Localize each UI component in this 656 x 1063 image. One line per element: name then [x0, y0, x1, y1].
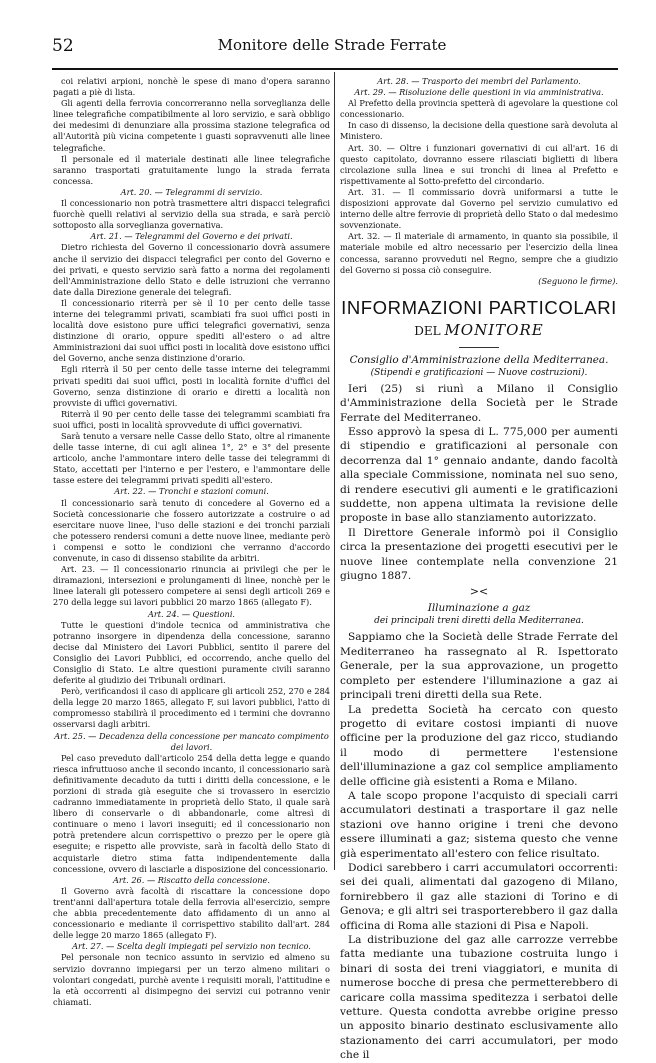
running-title: Monitore delle Strade Ferrate — [217, 36, 447, 54]
article2-subheading: dei principali treni diretti della Mediterranea. — [374, 616, 584, 627]
section-rule — [459, 347, 499, 348]
left-paragraph: Il Governo avrà facoltà di riscattare la concessione dopo trent'anni dall'apertura totale della ferrovia all'esercizio, sempre che abbia precedentemente dato affidamento di un anno al concessionario e mediante il corrispettivo stabilito dall'art. 284 delle legge 20 marzo 1865 (allegato F). — [53, 885, 330, 941]
left-paragraph: Il concessionario sarà tenuto di concedere al Governo ed a Società concessionarie che fossero autorizzate a costruire o ad esercitare nuove linee, l'uso delle stazioni e dei tronchi parziali che potessero rendersi comuni a dette nuove linee, mediante però i compensi e sotto le condizioni che verranno d'accordo convenute, in caso di dissenso stabilite da arbitri. — [53, 497, 330, 564]
right-article-heading: Art. 28. — Trasporto dei membri del Parlamento. — [377, 76, 581, 86]
right-paragraph: Al Prefetto della provincia spetterà di agevolare la questione col concessionario. — [340, 98, 618, 120]
column-divider — [334, 72, 335, 870]
article1-subheading: (Stipendi e gratificazioni — Nuove costruzioni). — [370, 367, 588, 378]
left-paragraph: coi relativi arpioni, nonchè le spese di mano d'opera saranno pagati a piè di lista. — [53, 76, 330, 98]
left-paragraph: Gli agenti della ferrovia concorreranno nella sorveglianza delle linee telegrafiche compatibilmente al loro servizio, e sarà obbligo dei medesimi di denunziare alla prossima stazione telegrafica od all'Autorità più vicina competente i guasti sopravvenuti alle linee telegrafiche. — [53, 98, 330, 153]
section-subtitle-name: MONITORE — [444, 320, 544, 339]
left-paragraph: Dietro richiesta del Governo il concessionario dovrà assumere anche il servizio dei dispacci telegrafici per conto del Governo e dei privati, e questo servizio sarà fatto a norma dei regolamenti dell'Amministrazione dello Stato e delle istruzioni che verranno date dalla Direzione generale dei telegrafi. — [53, 242, 330, 297]
article1-heading: Consiglio d'Amministrazione della Mediterranea. — [349, 353, 609, 366]
page-header — [52, 36, 612, 58]
right-column — [340, 76, 618, 1063]
left-paragraph: Pel caso preveduto dall'articolo 254 della detta legge e quando riesca infruttuoso anche il secondo incanto, il concessionario sarà definitivamente decaduto da tutti i diritti della concessione, e le porzioni di strada già eseguite che si trovassero in esercizio cadranno immediatamente in proprietà dello Stato, il quale sarà libero di conservarle o di abbandonarle, come altresì di continuare o meno i lavori inseguiti; ed il concessionario non potrà pretendere alcun corrispettivo o prezzo per le opere già eseguite; e rispetto alle provviste, sarà in facoltà dello Stato di acquistarle dietro stima fatta indipendentemente dalla concessione, ovvero di lasciarle a disposizione del concessionario. — [53, 752, 330, 874]
left-paragraph: Sarà tenuto a versare nelle Casse dello Stato, oltre al rimanente delle tasse interne, di cui agli alinea 1°, 2° e 3° del presente articolo, anche l'ammontare intero delle tasse dei telegrammi di Stato, accettati per l'interno e per l'estero, e l'ammontare delle tasse estere dei telegrammi privati spediti all'estero. — [53, 431, 330, 486]
left-paragraph: Tutte le questioni d'indole tecnica od amministrativa che potranno insorgere in dipendenza della concessione, saranno decise dal Ministero dei Lavori Pubblici, sentito il parere del Consiglio dei Lavori Pubblici, ed occorrendo, anche quello del Consiglio di Stato. Le altre questioni puramente civili saranno deferite al giudizio dei Tribunali ordinari. — [53, 619, 330, 686]
signature-note: (Seguono le firme). — [538, 275, 618, 286]
left-paragraph: Il personale ed il materiale destinati alle linee telegrafiche saranno trasportati gratuitamente lungo la strada ferrata concessa. — [53, 153, 330, 186]
header-rule — [52, 68, 618, 70]
article1-paragraph: Esso approvò la spesa di L. 775,000 per aumenti di stipendio e gratificazioni al personale con decorrenza dal 1° gennaio andante, dando facoltà alla speciale Commissione, nominata nel suo seno, di rendere esecutivi gli aumenti e le gratificazioni suddette, non appena ultimata la revisione delle proposte in base allo stanziamento autorizzato. — [340, 426, 618, 525]
right-column-articles — [340, 76, 618, 276]
left-paragraph: Riterrà il 90 per cento delle tasse dei telegrammi scambiati fra suoi uffici, posti in località sprovvedute di uffici governativi. — [53, 408, 330, 430]
article2-paragraph: La predetta Società ha cercato con questo progetto di evitare costosi impianti di nuove officine per la produzione del gaz ricco, studiando il modo di permettere l'estensione dell'illuminazione a gaz col semplice ampliamento delle officine già esistenti a Roma e Milano. — [340, 703, 618, 788]
left-article-heading: Art. 25. — Decadenza della concessione per mancato compimento dei lavori. — [54, 730, 329, 752]
left-article-heading: Art. 21. — Telegrammi del Governo e dei privati. — [90, 231, 293, 242]
right-article-heading: Art. 29. — Risoluzione delle questioni in via amministrativa. — [354, 87, 604, 98]
section-subtitle — [340, 321, 618, 339]
left-article-heading: Art. 24. — Questioni. — [147, 608, 236, 619]
article2-body — [340, 630, 618, 1062]
article2-paragraph: La distribuzione del gaz alle carrozze verrebbe fatta mediante una tubazione costruita lungo i binari di sosta dei treni viaggiatori, e munita di numerose bocche di presa che permetterebbero di caricare colla massima speditezza i serbatoi delle vetture. Questa condotta avrebbe origine presso un apposito binario destinato esclusivamente allo stazionamento dei carri accumulatori, per modo che il — [340, 934, 618, 1062]
article1-paragraph: Ieri (25) si riunì a Milano il Consiglio d'Amministrazione della Società per le Strade Ferrate del Mediterraneo. — [340, 382, 618, 424]
left-paragraph: Pel personale non tecnico assunto in servizio ed almeno su servizio dovranno impiegarsi per un terzo almeno militari o volontari congedati, purchè avente i requisiti morali, l'attitudine e la età occorrenti al disimpegno dei servizi cui potranno venir chiamati. — [53, 952, 330, 1007]
left-article-heading: Art. 20. — Telegrammi di servizio. — [120, 186, 263, 197]
article2-paragraph: Sappiamo che la Società delle Strade Ferrate del Mediterraneo ha rassegnato al R. Ispettorato Generale, per la sua approvazione, un progetto completo per estendere l'illuminazione a gaz ai principali treni diretti della sua Rete. — [340, 631, 618, 702]
article2-heading: Illuminazione a gaz — [427, 602, 531, 615]
left-article-heading: Art. 22. — Tronchi e stazioni comuni. — [114, 486, 269, 497]
left-article-heading: Art. 26. — Riscatto della concessione. — [113, 874, 270, 885]
left-paragraph: Egli riterrà il 50 per cento delle tasse interne dei telegrammi privati spediti dai suoi uffici, posti in località fornite d'uffici del Governo, senza distinzione di orario e diretti a località non provviste di uffici governativi. — [53, 364, 330, 408]
section-title: INFORMAZIONI PARTICOLARI — [341, 296, 617, 318]
article2-paragraph: Dodici sarebbero i carri accumulatori occorrenti: sei dei quali, alimentati dal gazogeno di Milano, fornirebbero il gaz alle stazioni di Torino e di Genova; e gli altri sei trasporterebbero il gaz dalla officina di Roma alle stazioni di Pisa e Napoli. — [340, 861, 618, 932]
left-article-heading: Art. 27. — Scelta degli impiegati pel servizio non tecnico. — [72, 941, 311, 952]
left-paragraph: Art. 23. — Il concessionario rinuncia ai privilegi che per le diramazioni, intersezioni e prolungamenti di linee, nonchè per le linee laterali gli potessero competere ai sensi degli articoli 269 e 270 della legge sui lavori pubblici 20 marzo 1865 (allegato F). — [53, 564, 330, 608]
right-paragraph: Art. 32. — Il materiale di armamento, in quanto sia possibile, il materiale mobile ed altro necessario per l'esercizio della linea concessa, saranno provveduti nel Regno, sempre che a giudizio del Governo si possa ciò conseguire. — [340, 231, 618, 275]
right-paragraph: Art. 30. — Oltre i funzionari governativi di cui all'art. 16 di questo capitolato, dovranno essere rilasciati biglietti di libera circolazione sulla linea e sui tronchi di linea al Prefetto e rispettivamente al Sotto-prefetto del circondario. — [340, 142, 618, 186]
right-paragraph: In caso di dissenso, la decisione della questione sarà devoluta al Ministero. — [340, 120, 618, 142]
left-paragraph: Il concessionario non potrà trasmettere altri dispacci telegrafici fuorchè quelli relativi al servizio della sua strada, e sarà perciò sottoposto alla sorveglianza governativa. — [53, 198, 330, 231]
article1-paragraph: Il Direttore Generale informò poi il Consiglio circa la presentazione dei progetti esecutivi per le nuove linee contemplate nella convenzione 21 giugno 1887. — [340, 526, 618, 583]
left-paragraph: Però, verificandosi il caso di applicare gli articoli 252, 270 e 284 della legge 20 marzo 1865, allegato F, sui lavori pubblici, l'atto di compromesso stabilirà il procedimento ed i termini che dovranno osservarsi dagli arbitri. — [53, 686, 330, 730]
article1-body — [340, 382, 618, 584]
page-number: 52 — [52, 36, 74, 56]
section-subtitle-prefix: DEL — [414, 323, 441, 338]
left-paragraph: Il concessionario riterrà per sè il 10 per cento delle tasse interne dei telegrammi privati, scambiati fra suoi uffici posti in località dove esistono pure uffici telegrafici governativi, senza distinzione di orario, oppure spediti all'estero o ad altre Amministrazioni dai suoi uffici posti in località dove esistono uffici del Governo, anche senza distinzione d'orario. — [53, 297, 330, 364]
article2-paragraph: A tale scopo propone l'acquisto di speciali carri accumulatori destinati a trasportare il gaz nelle stazioni ove hanno origine i treni che devono essere illuminati a gaz; sistema questo che venne già esperimentato all'estero con felice risultato. — [340, 789, 618, 860]
right-paragraph: Art. 31. — Il commissario dovrà uniformarsi a tutte le disposizioni approvate dal Governo pel servizio cumulativo ed interno delle altre ferrovie di proprietà dello Stato o dal medesimo sovvenzionate. — [340, 186, 618, 231]
left-column — [53, 76, 330, 1007]
article-separator: >< — [469, 585, 489, 599]
